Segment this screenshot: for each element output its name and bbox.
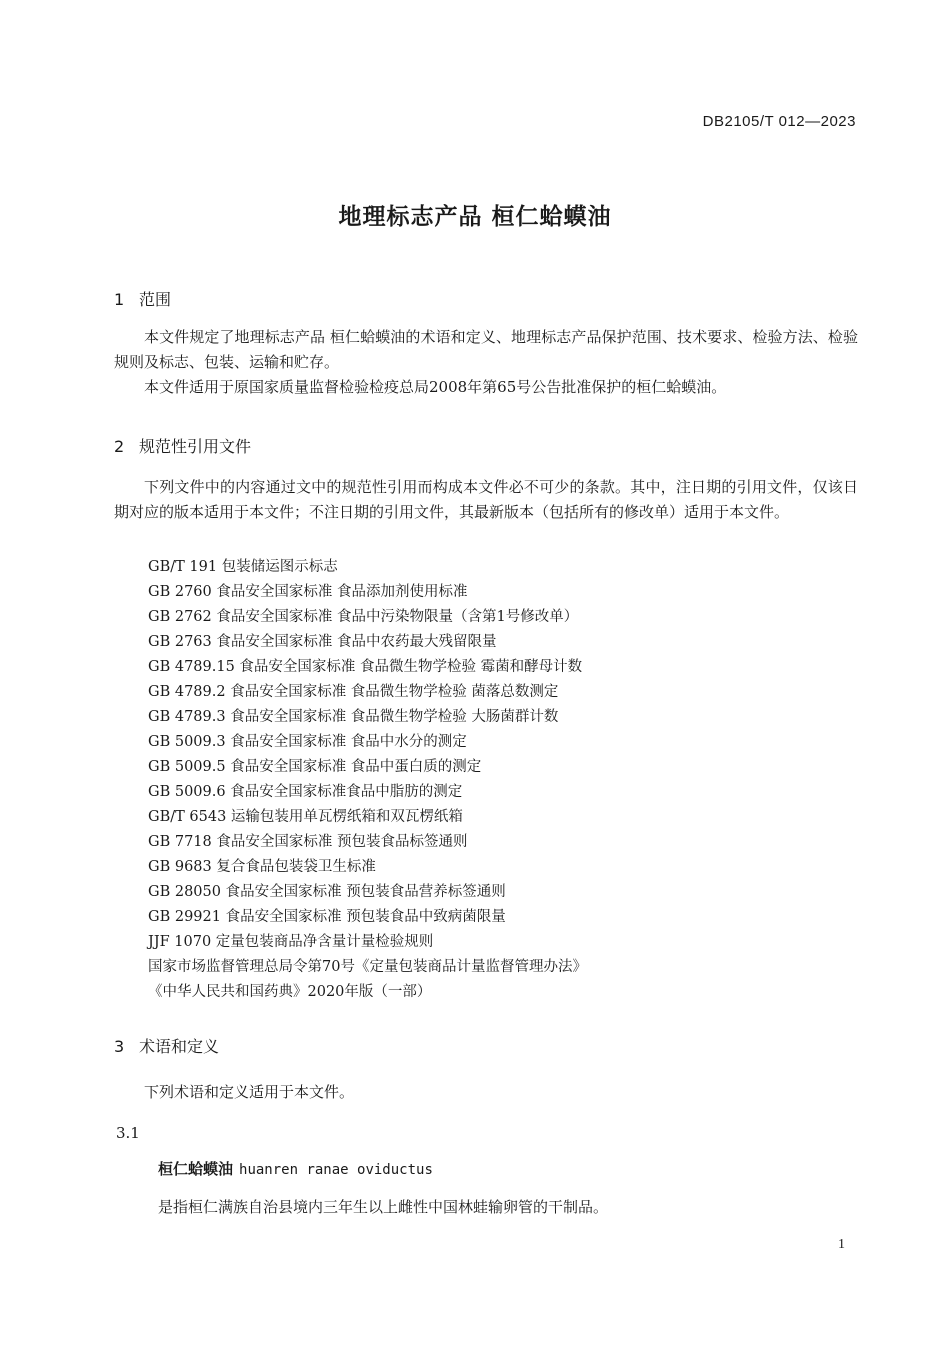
- section-number: 1: [114, 290, 125, 309]
- document-title: 地理标志产品 桓仁蛤蟆油: [338, 204, 612, 230]
- reference-item: GB/T 6543 运输包装用单瓦楞纸箱和双瓦楞纸箱: [148, 809, 463, 825]
- section-2-heading: [114, 434, 251, 457]
- subsection-number: 3.1: [116, 1124, 140, 1142]
- section-1-paragraph-1: 本文件规定了地理标志产品 桓仁蛤蟆油的术语和定义、地理标志产品保护范围、技术要求、检验方法、检验规则及标志、包装、运输和贮存。: [114, 328, 858, 371]
- reference-item: JJF 1070 定量包装商品净含量计量检验规则: [148, 934, 434, 950]
- reference-item: GB 28050 食品安全国家标准 预包装食品营养标签通则: [148, 884, 506, 900]
- page-number: 1: [838, 1237, 845, 1252]
- reference-item: GB/T 191 包装储运图示标志: [148, 559, 338, 575]
- term-entry: [158, 1158, 433, 1179]
- section-1-paragraph-2: 本文件适用于原国家质量监督检验检疫总局2008年第65号公告批准保护的桓仁蛤蟆油。: [144, 378, 727, 396]
- section-3-paragraph-1: 下列术语和定义适用于本文件。: [144, 1083, 355, 1101]
- reference-item: 国家市场监督管理总局令第70号《定量包装商品计量监督管理办法》: [148, 959, 587, 975]
- term-chinese: 桓仁蛤蟆油: [158, 1160, 234, 1178]
- section-2-paragraph-1: 下列文件中的内容通过文中的规范性引用而构成本文件必不可少的条款。其中，注日期的引用文件，仅该日期对应的版本适用于本文件；不注日期的引用文件，其最新版本（包括所有的修改单）适用于本文件。: [114, 478, 858, 521]
- reference-item: GB 5009.3 食品安全国家标准 食品中水分的测定: [148, 734, 467, 750]
- term-definition: 是指桓仁满族自治县境内三年生以上雌性中国林蛙输卵管的干制品。: [158, 1198, 609, 1216]
- reference-item: GB 2760 食品安全国家标准 食品添加剂使用标准: [148, 584, 468, 600]
- section-title: 范围: [139, 290, 172, 309]
- reference-item: GB 5009.6 食品安全国家标准食品中脂肪的测定: [148, 784, 463, 800]
- section-number: 3: [114, 1037, 125, 1056]
- section-number: 2: [114, 437, 125, 456]
- reference-item: GB 4789.3 食品安全国家标准 食品微生物学检验 大肠菌群计数: [148, 709, 559, 725]
- term-english: huanren ranae oviductus: [239, 1162, 433, 1178]
- document-code: DB2105/T 012—2023: [702, 113, 856, 130]
- section-1-heading: [114, 287, 171, 310]
- section-title: 规范性引用文件: [139, 437, 252, 456]
- section-title: 术语和定义: [139, 1037, 220, 1056]
- reference-item: GB 29921 食品安全国家标准 预包装食品中致病菌限量: [148, 909, 506, 925]
- reference-item: GB 4789.2 食品安全国家标准 食品微生物学检验 菌落总数测定: [148, 684, 559, 700]
- reference-item: GB 9683 复合食品包装袋卫生标准: [148, 859, 376, 875]
- reference-item: GB 4789.15 食品安全国家标准 食品微生物学检验 霉菌和酵母计数: [148, 659, 583, 675]
- reference-item: GB 7718 食品安全国家标准 预包装食品标签通则: [148, 834, 468, 850]
- reference-item: GB 2763 食品安全国家标准 食品中农药最大残留限量: [148, 634, 497, 650]
- reference-item: GB 2762 食品安全国家标准 食品中污染物限量（含第1号修改单）: [148, 609, 579, 625]
- normative-references-list: [148, 555, 587, 1005]
- section-3-heading: [114, 1034, 219, 1057]
- reference-item: GB 5009.5 食品安全国家标准 食品中蛋白质的测定: [148, 759, 482, 775]
- reference-item: 《中华人民共和国药典》2020年版（一部）: [148, 984, 432, 1000]
